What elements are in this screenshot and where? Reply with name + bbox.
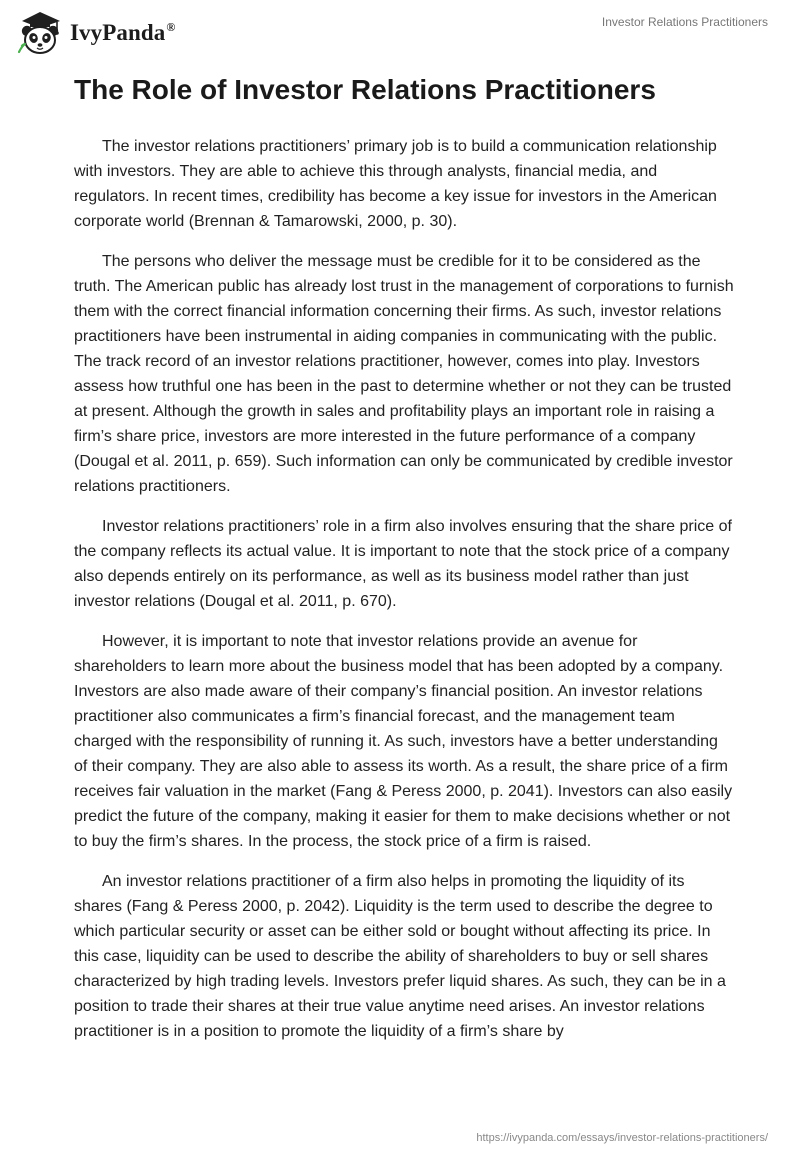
paragraph: However, it is important to note that investor relations provide an avenue for shareholders to learn more about the business model that has been adopted by a company. Investors are also made aware of their company’s financial position. An investor relations practitioner also communicates a firm’s financial forecast, and the management team charged with the responsibility of running it. As such, investors have a better understanding of their company. They are also able to assess its worth. As a result, the share price of a firm receives fair valuation in the market (Fang & Peress 2000, p. 2041). Investors can also easily predict the future of the company, making it easier for them to make decisions whether or not to buy the firm’s shares. In the process, the stock price of a firm is raised. bbox=[74, 633, 733, 850]
page-title: The Role of Investor Relations Practitioners bbox=[74, 74, 656, 105]
paragraph: The investor relations practitioners’ primary job is to build a communication relationship with investors. They are able to achieve this through analysts, financial media, and regulators. In recent times, credibility has become a key issue for investors in the American corporate world (Brennan & Tamarowski, 2000, p. 30). bbox=[74, 138, 717, 230]
paragraph: Investor relations practitioners’ role in a firm also involves ensuring that the share price of the company reflects its actual value. It is important to note that the stock price of a company also depends entirely on its performance, as well as its business model rather than just investor relations (Dougal et al. 2011, p. 670). bbox=[74, 518, 732, 610]
paragraph: An investor relations practitioner of a firm also helps in promoting the liquidity of its shares (Fang & Peress 2000, p. 2042). Liquidity is the term used to describe the degree to which particular security or asset can be either sold or bought without affecting its price. In this case, liquidity can be used to describe the ability of shareholders to buy or sell shares characterized by high trading levels. Investors prefer liquid shares. As such, they can be in a position to trade their shares at their true value anytime need arises. An investor relations practitioner is in a position to promote the liquidity of a firm’s share by bbox=[74, 873, 726, 1040]
panda-graduation-cap-icon bbox=[16, 8, 66, 58]
essay-body bbox=[74, 134, 734, 1059]
running-title: Investor Relations Practitioners bbox=[601, 15, 768, 29]
brand-label: IvyPanda bbox=[70, 20, 166, 45]
brand-name bbox=[70, 20, 175, 46]
source-url-link[interactable]: https://ivypanda.com/essays/investor-relations-practitioners/ bbox=[476, 1132, 768, 1144]
ivypanda-logo[interactable] bbox=[16, 8, 175, 58]
paragraph: The persons who deliver the message must be credible for it to be considered as the truth. The American public has already lost trust in the management of corporations to furnish them with the correct financial information concerning their firms. As such, investor relations practitioners have been instrumental in aiding companies in communicating with the public. The track record of an investor relations practitioner, however, comes into play. Investors assess how truthful one has been in the past to determine whether or not they can be trusted at present. Although the growth in sales and profitability plays an important role in raising a firm’s share price, investors are more interested in the future performance of a company (Dougal et al. 2011, p. 659). Such information can only be communicated by credible investor relations practitioners. bbox=[74, 253, 734, 495]
page-header bbox=[0, 0, 800, 64]
registered-mark: ® bbox=[166, 20, 176, 35]
